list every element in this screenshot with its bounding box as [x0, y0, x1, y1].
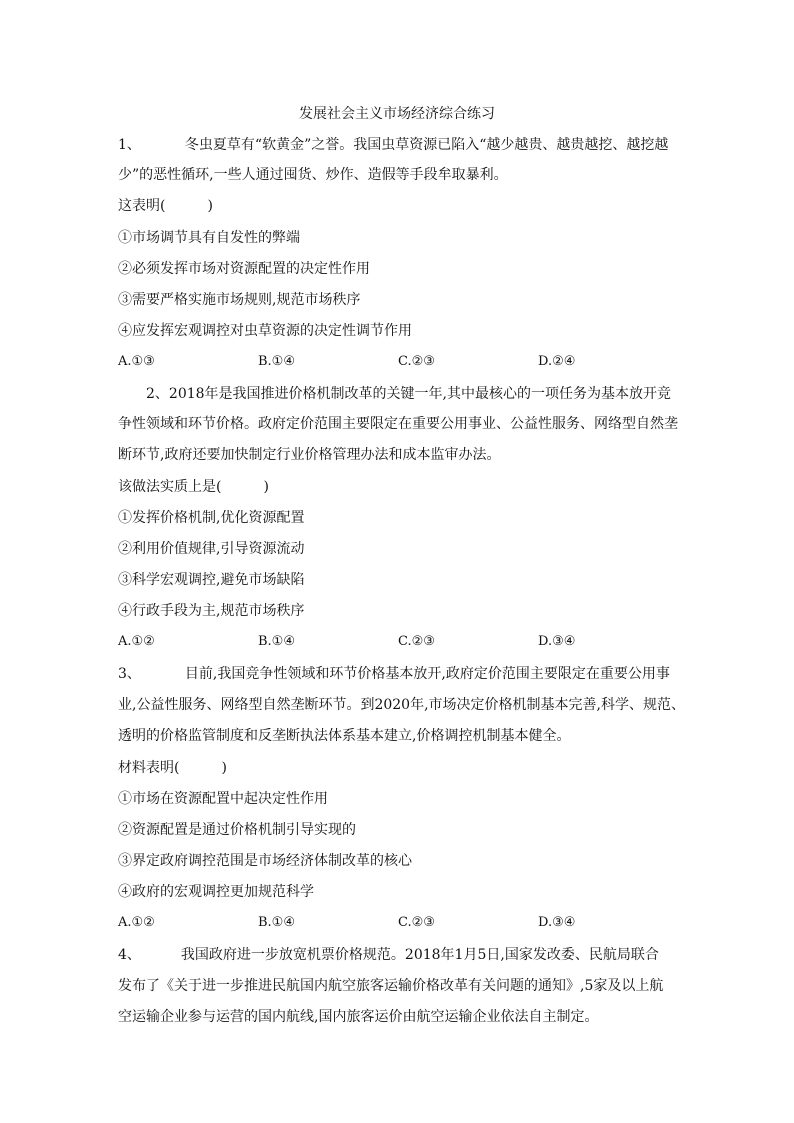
question-1-option-d: D.②④	[538, 354, 576, 369]
question-2-line-3: 断环节,政府还要加快制定行业价格管理办法和成本监审办法。	[118, 447, 501, 463]
question-3-option-b: B.①④	[258, 915, 295, 930]
question-1-text-1: 冬虫夏草有“软黄金”之誉。我国虫草资源已陷入“越少越贵、越贵越挖、越挖越	[184, 137, 669, 153]
question-4-number: 4、	[118, 947, 141, 963]
question-2-item-1: ①发挥价格机制,优化资源配置	[118, 510, 305, 526]
question-1-stem: 这表明( )	[118, 198, 213, 214]
question-3-item-3: ③界定政府调控范围是市场经济体制改革的核心	[118, 853, 412, 869]
question-1-option-c: C.②③	[398, 354, 435, 369]
question-2-item-3: ③科学宏观调控,避免市场缺陷	[118, 572, 305, 588]
question-3-item-2: ②资源配置是通过价格机制引导实现的	[118, 822, 356, 838]
question-2-option-c: C.②③	[398, 634, 435, 649]
question-2-item-2: ②利用价值规律,引导资源流动	[118, 541, 305, 557]
question-3-item-4: ④政府的宏观调控更加规范科学	[118, 884, 314, 900]
question-4-line-1	[118, 945, 678, 965]
question-2-option-d: D.③④	[538, 634, 576, 649]
question-1-number: 1、	[118, 137, 141, 153]
question-2-item-4: ④行政手段为主,规范市场秩序	[118, 603, 305, 619]
question-3-option-c: C.②③	[398, 915, 435, 930]
question-3-text-1: 目前,我国竞争性领域和环节价格基本放开,政府定价范围主要限定在重要公用事	[184, 666, 670, 682]
question-1-item-4: ④应发挥宏观调控对虫草资源的决定性调节作用	[118, 323, 412, 339]
question-2-line-1	[118, 384, 678, 404]
question-2-option-b: B.①④	[258, 634, 295, 649]
question-2-option-a: A.①②	[118, 634, 155, 649]
question-3-line-1	[118, 664, 678, 684]
question-1-line-1	[118, 135, 678, 155]
question-1-line-2: 少”的恶性循环,一些人通过囤货、炒作、造假等手段牟取暴利。	[118, 167, 508, 183]
question-1-item-3: ③需要严格实施市场规则,规范市场秩序	[118, 292, 361, 308]
question-1-item-2: ②必须发挥市场对资源配置的决定性作用	[118, 261, 370, 277]
question-2-stem: 该做法实质上是( )	[118, 479, 269, 495]
question-3-option-a: A.①②	[118, 915, 155, 930]
question-2-line-2: 争性领域和环节价格。政府定价范围主要限定在重要公用事业、公益性服务、网络型自然垄	[118, 416, 678, 432]
question-4-line-3: 空运输企业参与运营的国内航线,国内旅客运价由航空运输企业依法自主制定。	[118, 1009, 599, 1025]
question-1-option-b: B.①④	[258, 354, 295, 369]
question-4-text-1: 我国政府进一步放宽机票价格规范。2018年1月5日,国家发改委、民航局联合	[180, 947, 659, 963]
question-3-number: 3、	[118, 666, 141, 682]
question-3-line-2: 业,公益性服务、网络型自然垄断环节。到2020年,市场决定价格机制基本完善,科学、规范、	[118, 697, 685, 713]
document-title: 发展社会主义市场经济综合练习	[299, 106, 495, 122]
question-1-item-1: ①市场调节具有自发性的弊端	[118, 230, 300, 246]
question-3-item-1: ①市场在资源配置中起决定性作用	[118, 791, 328, 807]
question-3-line-3: 透明的价格监管制度和反垄断执法体系基本建立,价格调控机制基本健全。	[118, 728, 571, 744]
question-3-option-d: D.③④	[538, 915, 576, 930]
question-2-text-1: 2、2018年是我国推进价格机制改革的关键一年,其中最核心的一项任务为基本放开竞	[146, 386, 671, 402]
question-1-option-a: A.①③	[118, 354, 155, 369]
question-3-stem: 材料表明( )	[118, 760, 227, 776]
question-4-line-2: 发布了《关于进一步推进民航国内航空旅客运输价格改革有关问题的通知》,5家及以上航	[118, 978, 664, 994]
